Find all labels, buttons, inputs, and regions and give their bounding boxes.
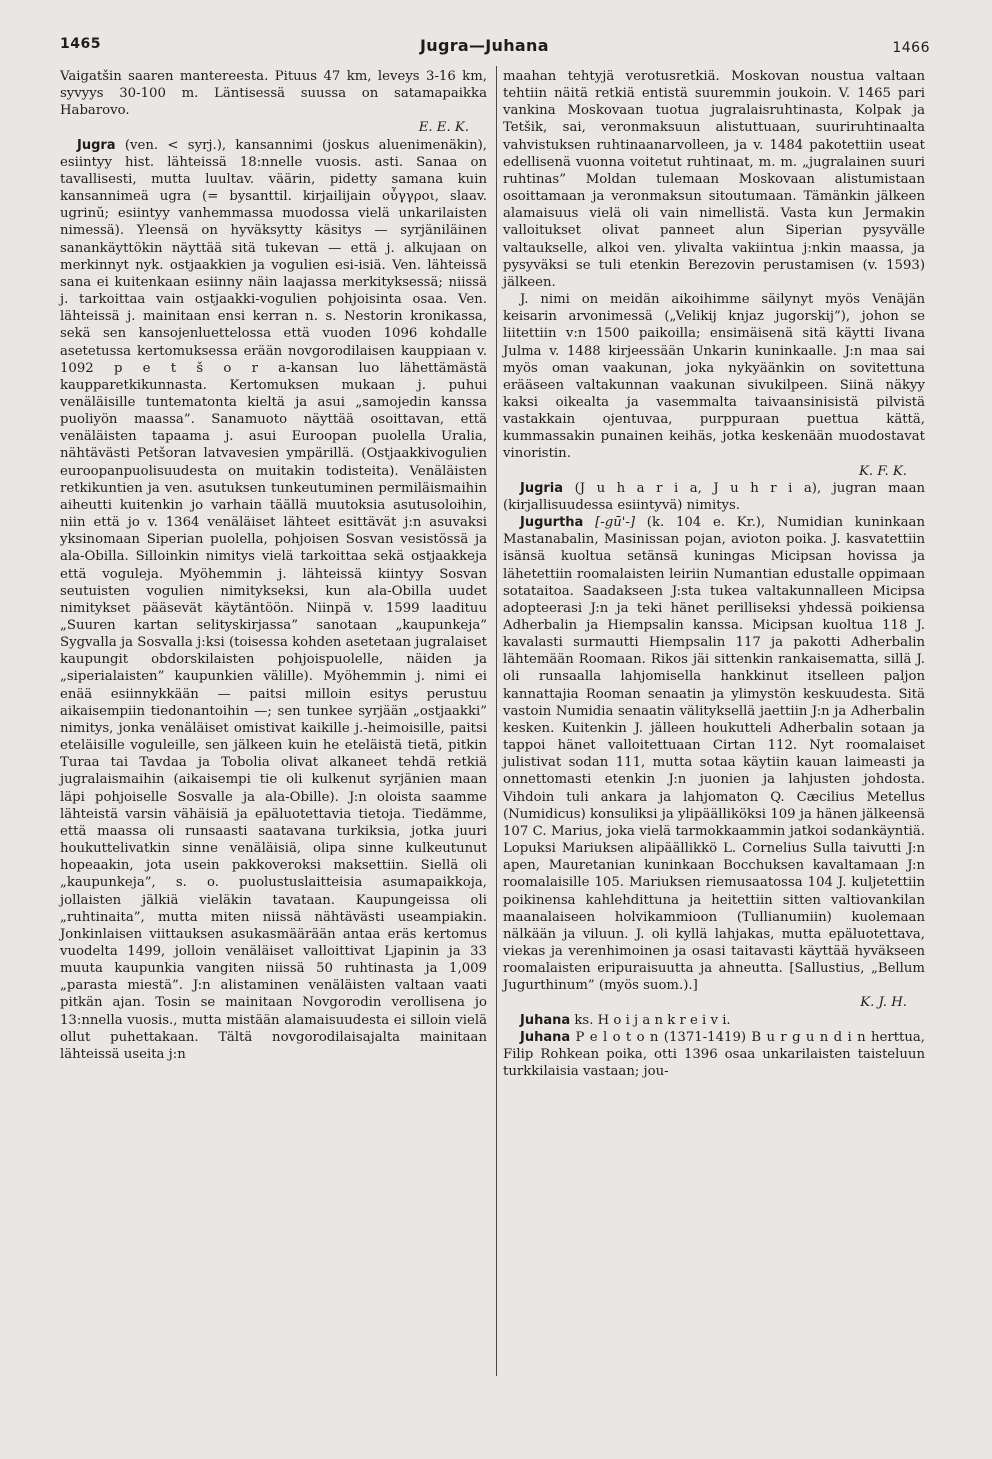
entry-text: (J u h a r i a, J u h r i a), jugran maan (kirjallisuudessa esiintyvä) nimitys. [503, 480, 925, 513]
entry-text: ks. H o i j a n k r e i v i. [570, 1012, 731, 1028]
entry-paragraph: J. nimi on meidän aikoihimme säilynyt myös Venäjän keisarin arvonimessä („Velikij knjaz jugorskij”), johon se liitettiin v:n 1500 paikoilla; ensimäisenä sitä käytti Iivana Julma v. 1488 kirjeessään Unkarin kuninkaalle. J:n maa sai myös oman vaakunan, joka nykyäänkin on sovitettuna erääseen valtakunnan vaakunan sivukilpeen. Siinä näkyy kaksi oikealta ja vasemmalta taivaansinisistä pilvistä vastakkain ojentuvaa, purppuraan puettua kättä, kummassakin punainen keihäs, jotka keskenään muodostavat vinoristin. [503, 292, 925, 462]
entry-text: Vaigatšin saaren mantereesta. Pituus 47 km, leveys 3-16 km, syvyys 30-100 m. Läntisessä suussa on satamapaikka Habarovo. [60, 69, 487, 119]
entry-text: (ven. < syrj.), kansannimi (joskus aluenimenäkin), esiintyy hist. lähteissä 18:nnelle vuosis. asti. Sanaa on tavallisesti, mutta luultav. väärin, pidetty samana kuin kansannimeä ugra (= bysanttil. kirjailijain οὖγγροι, slaav. ugrinŭ; esiintyy vanhemmassa muodossa vielä unkarilaisten nimessä). Yleensä on hyväksytty käsitys — syrjäniläinen sanankäyttökin näyttää sitä tukevan — että j. alkujaan on merkinnyt nyk. ostjaakkien ja vogulien esi-isiä. Ven. lähteissä sana ei kuitenkaan esiinny näin laajassa merkityksessä; niissä j. tarkoittaa vain ostjaakki-vogulien pohjoisinta osaa. Ven. lähteissä j. mainitaan ensi kerran n. s. Nestorin kronikassa, sekä sen kansojenluettelossa että vuoden 1096 kohdalle asetetussa kertomuksessa erään novgorodilaisen kauppiaan v. 1092 p e t š o r a-kansan luo lähettämästä kaupparetkikunnasta. Kertomuksen mukaan j. puhui venäläisille tuntematonta kieltä ja asui „samojedin kanssa puoliyön maassa”. Sanamuoto näyttää osoittavan, että venäläisten tapaama j. asui Euroopan puolella Uralia, nähtävästi Petšoran latvavesien ympärillä. (Ostjaakkivogulien euroopanpuolisuudesta on muitakin todisteita). Venäläisten retkikuntien ja ven. asutuksen tunkeutuminen permiläismaihin aiheutti kuitenkin jo varhain täällä muutoksia asutusoloihin, niin että jo v. 1364 venäläiset lähteet esittävät j:n asuvaksi yksinomaan Siperian puolella, pohjoisen Sosvan vesistössä ja ala-Obilla. Silloinkin nimitys vielä tarkoittaa sekä ostjaakkeja että voguleja. Myöhemmin j. lähteissä kiintyy Sosvan seutuisten vogulien nimitykseksi, kun ala-Obilla uudet nimitykset pääsevät käytäntöön. Niinpä v. 1599 laadituu „Suuren kartan selityskirjassa” sanotaan „kaupunkeja” Sygvalla ja Sosvalla j:ksi (toisessa kohden asetetaan jugralaiset kaupungit obdorskilaisten pohjoispuolelle, näiden ja „siperialaisten” kaupunkien välille). Myöhemmin j. nimi ei enää esiinnykkään — paitsi milloin esitys perustuu aikaisempiin tiedonantoihin —; sen tunkee syrjään „ostjaakki” nimitys, jonka venäläiset omistivat kaikille j.-heimoisille, paitsi eteläisille voguleille, sen jälkeen kuin he eteläistä tietä, pitkin Turaa tai Tavdaa ja Tobolia olivat alkaneet tehdä retkiä jugralaismaihin (aikaisempi tie oli kulkenut syrjänien maan läpi pohjoiselle Sosvalle ja ala-Obille). J:n oloista saamme lähteistä varsin vähäisiä ja epäluotettavia tietoja. Tiedämme, että maassa oli runsaasti saatavana turkiksia, jotka juuri houkuttelivatkin sinne venäläisiä, olipa sinne kulkeutunut hopeaakin, jota usein pakkoveroksi maksettiin. Siellä oli „kaupunkeja”, s. o. puolustuslaitteisia asumapaikkoja, jollaisten jälkiä vieläkin tavataan. Kaupungeissa oli „ruhtinaita”, mutta miten niissä nähtävästi useampiakin. Jonkinlaisen viittauksen asukasmäärään antaa eräs kertomus vuodelta 1499, jolloin venäläiset valloittivat Ljapinin ja 33 muuta kaupunkia vangiten niissä 50 ruhtinasta ja 1,009 „parasta miestä”. J:n alistaminen venäläisten valtaan vaati pitkän ajan. Tosin se mainitaan Novgorodin verollisena jo 13:nnella vuosis., mutta mistään alamaisuudesta ei silloin vielä ollut puhettakaan. Tältä novgorodilaisajalta mainitaan lähteissä useita j:n [60, 137, 487, 1062]
entry-jugria [503, 480, 925, 514]
headword: Jugria [520, 480, 564, 496]
page-number-left: 1465 [60, 36, 101, 52]
entry-juhana-ref [503, 1012, 925, 1029]
entry-juhana-peloton [503, 1029, 925, 1080]
headword: Jugra [77, 137, 116, 153]
pronunciation: [-gū'-] [583, 515, 636, 531]
right-column [503, 68, 925, 1080]
entry-jugurtha [503, 514, 925, 994]
entry-jugra [60, 137, 487, 1063]
headword: Jugurtha [520, 515, 584, 531]
author-signature: K. J. H. [860, 995, 907, 1011]
left-column [60, 68, 487, 1063]
running-head-title: Jugra—Juhana [420, 36, 549, 55]
headword: Juhana [520, 1012, 571, 1028]
entry-continuation: maahan tehtyjä verotusretkiä. Moskovan noustua valtaan tehtiin näitä retkiä entistä suuremmin joukoin. V. 1465 pari vankina Moskovaan tuotua jugralaisruhtinasta, Kolpak ja Tetšik, sai, veronmaksuun alistuttuaan, suuriruhtinaalta vahvistuksen ruhtinaanarvolleen, ja v. 1484 pakotettiin useat edellisenä vuonna voitetut ruhtinaat, m. m. „jugralainen suuri ruhtinas” Moldan tulemaan Moskovaan alistumistaan osoittamaan ja veronmaksun sitoutumaan. Tämänkin jälkeen alamaisuus vielä oli vain nimellistä. Vasta kun Jermakin valloitukset olivat panneet alun Siperian pysyvälle valtaukselle, alkoi ven. ylivalta vakiintua j:nkin maassa, ja pysyväksi se tuli etenkin Berezovin perustamisen (v. 1593) jälkeen. [503, 69, 925, 290]
entry-continuation [60, 68, 487, 119]
author-signature: K. F. K. [859, 463, 907, 479]
page-header [60, 36, 930, 60]
page-number-right: 1466 [892, 40, 930, 56]
entry-text: (k. 104 e. Kr.), Numidian kuninkaan Mastanabalin, Masinissan pojan, avioton poika. J. kasvatettiin isänsä kuoltua setänsä kuningas Micipsan hovissa ja lähetettiin roomalaisten leiriin Numantian edustalle oppimaan sotataitoa. Saadakseen J:sta tukea valtakunnalleen Micipsa adopteerasi J:n ja teki hänet perilliseksi yhdessä poikiensa Adherbalin ja Hiempsalin kanssa. Micipsan kuoltua 118 J. kavalasti surmautti Hiempsalin 117 ja pakotti Adherbalin lähtemään Roomaan. Rikos jäi sittenkin rankaisematta, sillä J. oli runsaalla lahjomisella hankkinut itselleen paljon kannattajia Rooman senaatin ja ylimystön keskuudesta. Sitä vastoin Numidia senaatin välityksellä jaettiin J:n ja Adherbalin kesken. Kuitenkin J. jälleen houkutteli Adherbalin sotaan ja tappoi hänet valloitettuaan Cirtan 112. Nyt roomalaiset julistivat sodan 111, mutta sotaa käytiin kauan laimeasti ja onnettomasti etenkin J:n juonien ja lahjusten johdosta. Vihdoin tuli ankara ja lahjomaton Q. Cæcilius Metellus (Numidicus) konsuliksi ja ylipäälliköksi 109 ja hänen jälkeensä 107 C. Marius, joka vielä tarmokkaammin jatkoi sodankäyntiä. Lopuksi Mariuksen alipäällikkö L. Cornelius Sulla taivutti J:n apen, Mauretanian kuninkaan Bocchuksen kavaltamaan J:n roomalaisille 105. Mariuksen riemusaatossa 104 J. kuljetettiin poikinensa kahlehdittuna ja heitettiin sitten valtiovankilan maanalaiseen holvikammioon (Tullianumiin) kuolemaan nälkään ja viluun. J. oli kyllä lahjakas, mutta epäluotettava, viekas ja verenhimoinen ja osasi taitavasti käyttää hyväkseen roomalaisten eripuraisuutta ja ahneutta. [Sallustius, „Bellum Jugurthinum” (myös suom.).] [503, 515, 925, 994]
entry-text: P e l o t o n (1371-1419) B u r g u n d i n herttua, Filip Rohkean poika, otti 1396 osaa unkarilaisten taisteluun turkkilaisia vastaan; jou- [503, 1029, 925, 1080]
headword: Juhana [520, 1029, 571, 1045]
column-divider [496, 66, 497, 1376]
author-signature: E. E. K. [418, 120, 469, 136]
